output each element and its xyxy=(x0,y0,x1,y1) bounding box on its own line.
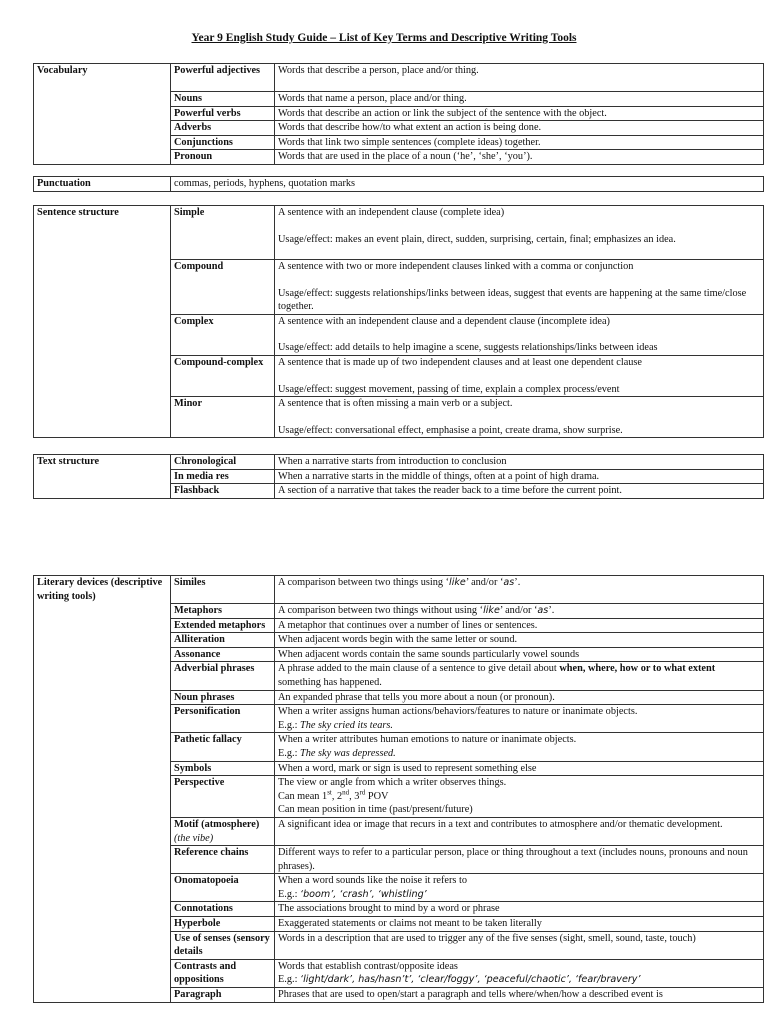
usage-text: Usage/effect: add details to help imagine a scene, suggests relationships/links between ideas xyxy=(278,342,658,354)
usage-text: Usage/effect: makes an event plain, direct, sudden, surprising, certain, final; emphasizes an idea. xyxy=(278,233,676,245)
term-cell: Compound xyxy=(171,260,275,315)
term-cell: Connotations xyxy=(171,902,275,917)
example-line xyxy=(278,747,760,761)
definition-text: A comparison between two things using ‘ xyxy=(278,577,450,588)
definition-cell xyxy=(275,314,764,355)
definition-text: ’. xyxy=(548,605,555,616)
section-heading: Punctuation xyxy=(34,177,171,192)
keyword: as xyxy=(537,605,549,616)
definition-cell xyxy=(275,397,764,438)
usage-text: Usage/effect: suggest movement, passing of time, explain a complex process/event xyxy=(278,383,620,395)
definition-text: A phrase added to the main clause of a sentence to give detail about xyxy=(278,663,560,675)
term-cell: Pathetic fallacy xyxy=(171,733,275,761)
definition-cell: Words that describe how/to what extent an action is being done. xyxy=(275,121,764,136)
definition-cell xyxy=(275,733,764,761)
definition-text: A sentence with two or more independent clauses linked with a comma or conjunction xyxy=(278,261,634,272)
definition-text: A sentence with an independent clause (complete idea) xyxy=(278,207,505,218)
term-cell: Assonance xyxy=(171,647,275,662)
vocabulary-table xyxy=(33,63,764,165)
definition-cell xyxy=(275,206,764,260)
definition-text: Can mean position in time (past/present/future) xyxy=(278,804,473,816)
sentence-structure-table xyxy=(33,205,764,438)
example-label: E.g.: xyxy=(278,974,301,986)
term-cell: Use of senses (sensory details xyxy=(171,931,275,959)
definition-cell: Words that name a person, place and/or thing. xyxy=(275,92,764,107)
definition-cell: A significant idea or image that recurs in a text and contributes to atmosphere and/or thematic development. xyxy=(275,817,764,845)
definition-cell: When a narrative starts from introduction to conclusion xyxy=(275,455,764,470)
definition-text: something has happened. xyxy=(278,676,382,688)
table-row xyxy=(34,576,764,604)
pov-text: POV xyxy=(365,790,389,802)
keyword: like xyxy=(449,577,466,588)
definition-text: A comparison between two things without using ‘ xyxy=(278,605,484,616)
term-cell: Noun phrases xyxy=(171,690,275,705)
pov-line xyxy=(278,790,760,804)
definition-cell: Different ways to refer to a particular person, place or thing throughout a text (includes nouns, pronouns and noun phrases). xyxy=(275,846,764,874)
term-cell: Conjunctions xyxy=(171,135,275,150)
definition-cell: A metaphor that continues over a number of lines or sentences. xyxy=(275,618,764,633)
definition-text: When a writer assigns human actions/behaviors/features to nature or inanimate objects. xyxy=(278,706,638,718)
definition-cell xyxy=(275,260,764,315)
section-heading: Literary devices (descriptive writing tools) xyxy=(34,576,171,1003)
definition-cell xyxy=(275,959,764,987)
term-text: Motif (atmosphere) xyxy=(174,818,260,830)
definition-cell: Words in a description that are used to trigger any of the five senses (sight, smell, sound, taste, touch) xyxy=(275,931,764,959)
term-cell: Alliteration xyxy=(171,633,275,648)
table-row xyxy=(34,206,764,260)
definition-cell: commas, periods, hyphens, quotation marks xyxy=(171,177,764,192)
term-cell: Hyperbole xyxy=(171,917,275,932)
example-text: The sky was depressed. xyxy=(300,747,396,759)
section-heading: Vocabulary xyxy=(34,64,171,165)
page-title: Year 9 English Study Guide – List of Key Terms and Descriptive Writing Tools xyxy=(191,32,577,44)
ordinal-suffix: st xyxy=(327,788,332,797)
example-text: The sky cried its tears. xyxy=(300,719,393,731)
definition-text: ’. xyxy=(514,577,521,588)
table-row xyxy=(34,64,764,92)
example-line xyxy=(278,973,760,987)
term-cell: Flashback xyxy=(171,484,275,499)
term-cell: Complex xyxy=(171,314,275,355)
definition-cell: When a word, mark or sign is used to represent something else xyxy=(275,761,764,776)
term-cell: Perspective xyxy=(171,776,275,818)
term-cell: Adverbial phrases xyxy=(171,662,275,690)
definition-cell xyxy=(275,576,764,604)
term-cell: Personification xyxy=(171,705,275,733)
literary-devices-table xyxy=(33,575,764,1003)
pov-text: Can mean 1 xyxy=(278,790,328,802)
definition-cell xyxy=(275,355,764,396)
term-cell xyxy=(171,817,275,845)
term-cell: Similes xyxy=(171,576,275,604)
definition-text: ’ and/or ‘ xyxy=(499,605,538,616)
term-cell: Extended metaphors xyxy=(171,618,275,633)
definition-cell xyxy=(275,705,764,733)
term-cell: Compound-complex xyxy=(171,355,275,396)
term-cell: Powerful verbs xyxy=(171,106,275,121)
punctuation-table xyxy=(33,176,764,192)
definition-cell: Words that link two simple sentences (complete ideas) together. xyxy=(275,135,764,150)
term-cell: Paragraph xyxy=(171,988,275,1003)
example-label: E.g.: xyxy=(278,719,301,731)
definition-text: When a word sounds like the noise it refers to xyxy=(278,875,468,887)
definition-cell: Words that describe an action or link the subject of the sentence with the object. xyxy=(275,106,764,121)
term-subtext: (the vibe) xyxy=(174,832,214,844)
definition-cell xyxy=(275,776,764,818)
definition-cell xyxy=(275,604,764,619)
definition-cell: When a narrative starts in the middle of things, often at a point of high drama. xyxy=(275,469,764,484)
text-structure-table xyxy=(33,454,764,499)
definition-cell: Phrases that are used to open/start a paragraph and tells where/when/how a described event is xyxy=(275,988,764,1003)
definition-cell: An expanded phrase that tells you more about a noun (or pronoun). xyxy=(275,690,764,705)
definition-cell xyxy=(275,662,764,690)
example-line xyxy=(278,888,760,902)
term-cell: Powerful adjectives xyxy=(171,64,275,92)
term-cell: Minor xyxy=(171,397,275,438)
keyword: like xyxy=(483,605,500,616)
definition-cell: Words that describe a person, place and/or thing. xyxy=(275,64,764,92)
definition-cell xyxy=(275,874,764,902)
definition-text: A sentence that is made up of two independent clauses and at least one dependent clause xyxy=(278,356,642,368)
section-heading: Sentence structure xyxy=(34,206,171,438)
ordinal-suffix: rd xyxy=(359,788,366,797)
term-cell: Reference chains xyxy=(171,846,275,874)
definition-cell: A section of a narrative that takes the reader back to a time before the current point. xyxy=(275,484,764,499)
pov-text: , 2 xyxy=(331,790,343,802)
definition-text: ’ and/or ‘ xyxy=(465,577,504,588)
example-text: ‘boom’, ‘crash’, ‘whistling’ xyxy=(300,888,427,900)
definition-text: A sentence that is often missing a main verb or a subject. xyxy=(278,398,513,410)
definition-cell: Exaggerated statements or claims not meant to be taken literally xyxy=(275,917,764,932)
term-cell: Simple xyxy=(171,206,275,260)
emphasis-text: when, where, how or to what extent xyxy=(559,663,716,675)
definition-cell: When adjacent words begin with the same letter or sound. xyxy=(275,633,764,648)
example-text: ‘light/dark’, has/hasn’t’, ‘clear/foggy’, ‘peaceful/chaotic’, ‘fear/bravery’ xyxy=(300,974,641,986)
example-label: E.g.: xyxy=(278,888,301,900)
term-cell: Symbols xyxy=(171,761,275,776)
term-cell: Chronological xyxy=(171,455,275,470)
ordinal-suffix: nd xyxy=(342,788,350,797)
table-row xyxy=(34,177,764,192)
keyword: as xyxy=(503,577,515,588)
definition-cell: Words that are used in the place of a noun (‘he’, ‘she’, ‘you’). xyxy=(275,150,764,165)
usage-text: Usage/effect: conversational effect, emphasise a point, create drama, show surprise. xyxy=(278,424,623,436)
term-cell: Adverbs xyxy=(171,121,275,136)
term-cell: In media res xyxy=(171,469,275,484)
pov-text: , 3 xyxy=(349,790,360,802)
example-line xyxy=(278,719,760,733)
term-cell: Nouns xyxy=(171,92,275,107)
definition-cell: The associations brought to mind by a word or phrase xyxy=(275,902,764,917)
example-label: E.g.: xyxy=(278,747,301,759)
term-cell: Contrasts and oppositions xyxy=(171,959,275,987)
term-cell: Pronoun xyxy=(171,150,275,165)
definition-cell: When adjacent words contain the same sounds particularly vowel sounds xyxy=(275,647,764,662)
definition-text: When a writer attributes human emotions to nature or inanimate objects. xyxy=(278,734,577,746)
definition-text: A sentence with an independent clause and a dependent clause (incomplete idea) xyxy=(278,315,610,327)
definition-text: Words that establish contrast/opposite ideas xyxy=(278,960,458,972)
table-row xyxy=(34,455,764,470)
section-heading: Text structure xyxy=(34,455,171,499)
term-cell: Onomatopoeia xyxy=(171,874,275,902)
definition-text: The view or angle from which a writer observes things. xyxy=(278,777,507,789)
term-cell: Metaphors xyxy=(171,604,275,619)
usage-text: Usage/effect: suggests relationships/links between ideas, suggest that events are happening at the same time/close together. xyxy=(278,287,747,313)
